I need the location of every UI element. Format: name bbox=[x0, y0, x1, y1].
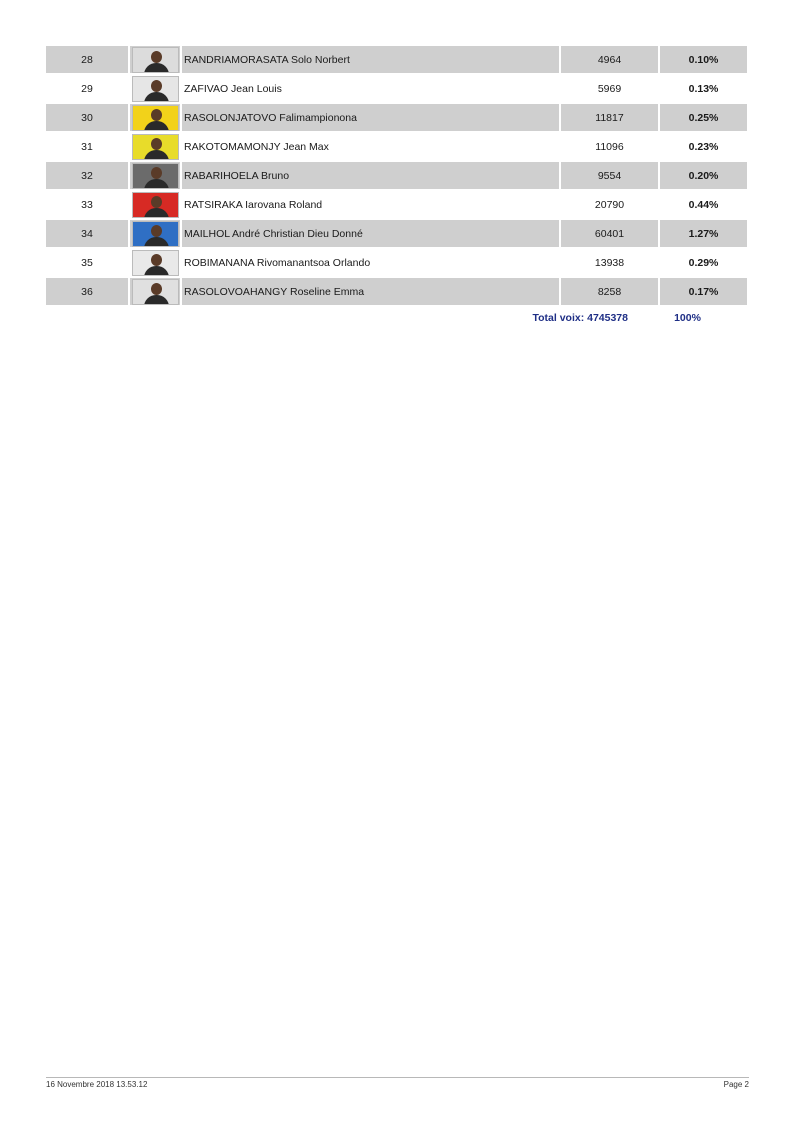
results-rows bbox=[46, 46, 749, 307]
candidate-name: RATSIRAKA Iarovana Roland bbox=[184, 198, 323, 211]
person-body-icon bbox=[144, 295, 169, 305]
candidate-photo bbox=[132, 192, 179, 218]
candidate-number: 36 bbox=[46, 278, 128, 305]
candidate-name: RABARIHOELA Bruno bbox=[182, 162, 559, 189]
person-body-icon bbox=[144, 150, 169, 160]
person-head-icon bbox=[151, 225, 162, 237]
candidate-percentage: 0.44% bbox=[688, 198, 719, 211]
footer-date: 16 Novembre 2018 13.53.12 bbox=[46, 1080, 148, 1089]
candidate-number: 32 bbox=[46, 162, 128, 189]
table-row bbox=[46, 162, 749, 191]
candidate-photo bbox=[132, 76, 179, 102]
candidate-percentage: 0.10% bbox=[660, 46, 747, 73]
candidate-number: 31 bbox=[81, 140, 93, 153]
candidate-percentage: 0.13% bbox=[688, 82, 719, 95]
table-row bbox=[46, 133, 749, 162]
candidate-photo-cell bbox=[130, 162, 180, 189]
footer-page-number: Page 2 bbox=[723, 1080, 749, 1089]
total-votes-label: Total voix: 4745378 bbox=[532, 312, 628, 324]
results-table bbox=[46, 46, 749, 329]
candidate-photo-cell bbox=[130, 220, 180, 247]
candidate-name: RANDRIAMORASATA Solo Norbert bbox=[182, 46, 559, 73]
candidate-name: RASOLOVOAHANGY Roseline Emma bbox=[182, 278, 559, 305]
candidate-name: MAILHOL André Christian Dieu Donné bbox=[182, 220, 559, 247]
candidate-number: 34 bbox=[46, 220, 128, 247]
total-percentage: 100% bbox=[674, 312, 701, 324]
table-row bbox=[46, 104, 749, 133]
candidate-photo bbox=[132, 105, 179, 131]
candidate-photo bbox=[132, 279, 179, 305]
person-body-icon bbox=[144, 63, 169, 73]
candidate-photo-cell bbox=[130, 278, 180, 305]
candidate-votes: 4964 bbox=[561, 46, 658, 73]
candidate-votes: 5969 bbox=[597, 82, 622, 95]
candidate-votes: 20790 bbox=[594, 198, 625, 211]
candidate-votes: 13938 bbox=[594, 256, 625, 269]
person-head-icon bbox=[151, 80, 162, 92]
candidate-photo-cell bbox=[130, 75, 180, 102]
table-row bbox=[46, 220, 749, 249]
person-head-icon bbox=[151, 138, 162, 150]
person-head-icon bbox=[151, 196, 162, 208]
candidate-name: RASOLONJATOVO Falimampionona bbox=[182, 104, 559, 131]
candidate-name: ROBIMANANA Rivomanantsoa Orlando bbox=[184, 256, 371, 269]
table-row bbox=[46, 75, 749, 104]
person-body-icon bbox=[144, 237, 169, 247]
candidate-percentage: 0.25% bbox=[660, 104, 747, 131]
page-footer bbox=[46, 1077, 749, 1089]
person-head-icon bbox=[151, 254, 162, 266]
person-body-icon bbox=[144, 92, 169, 102]
person-body-icon bbox=[144, 266, 169, 276]
candidate-percentage: 0.29% bbox=[688, 256, 719, 269]
person-body-icon bbox=[144, 208, 169, 218]
person-head-icon bbox=[151, 283, 162, 295]
candidate-number: 30 bbox=[46, 104, 128, 131]
candidate-percentage: 0.17% bbox=[660, 278, 747, 305]
candidate-photo-cell bbox=[130, 133, 180, 160]
candidate-photo-cell bbox=[130, 104, 180, 131]
candidate-photo-cell bbox=[130, 249, 180, 276]
person-body-icon bbox=[144, 121, 169, 131]
candidate-number: 28 bbox=[46, 46, 128, 73]
candidate-photo bbox=[132, 250, 179, 276]
candidate-photo-cell bbox=[130, 191, 180, 218]
person-head-icon bbox=[151, 51, 162, 63]
candidate-photo bbox=[132, 221, 179, 247]
table-row bbox=[46, 278, 749, 307]
candidate-name: RAKOTOMAMONJY Jean Max bbox=[184, 140, 329, 153]
table-row bbox=[46, 46, 749, 75]
person-head-icon bbox=[151, 167, 162, 179]
candidate-number: 29 bbox=[81, 82, 93, 95]
candidate-votes: 60401 bbox=[561, 220, 658, 247]
candidate-number: 35 bbox=[81, 256, 93, 269]
candidate-percentage: 1.27% bbox=[660, 220, 747, 247]
candidate-percentage: 0.20% bbox=[660, 162, 747, 189]
candidate-photo bbox=[132, 163, 179, 189]
candidate-votes: 11096 bbox=[595, 140, 624, 153]
table-row bbox=[46, 249, 749, 278]
candidate-votes: 11817 bbox=[561, 104, 658, 131]
candidate-photo bbox=[132, 47, 179, 73]
candidate-percentage: 0.23% bbox=[688, 140, 719, 153]
person-head-icon bbox=[151, 109, 162, 121]
total-row bbox=[46, 307, 749, 329]
candidate-photo-cell bbox=[130, 46, 180, 73]
candidate-votes: 8258 bbox=[561, 278, 658, 305]
person-body-icon bbox=[144, 179, 169, 189]
candidate-name: ZAFIVAO Jean Louis bbox=[184, 82, 282, 95]
candidate-photo bbox=[132, 134, 179, 160]
candidate-votes: 9554 bbox=[561, 162, 658, 189]
candidate-number: 33 bbox=[81, 198, 93, 211]
table-row bbox=[46, 191, 749, 220]
